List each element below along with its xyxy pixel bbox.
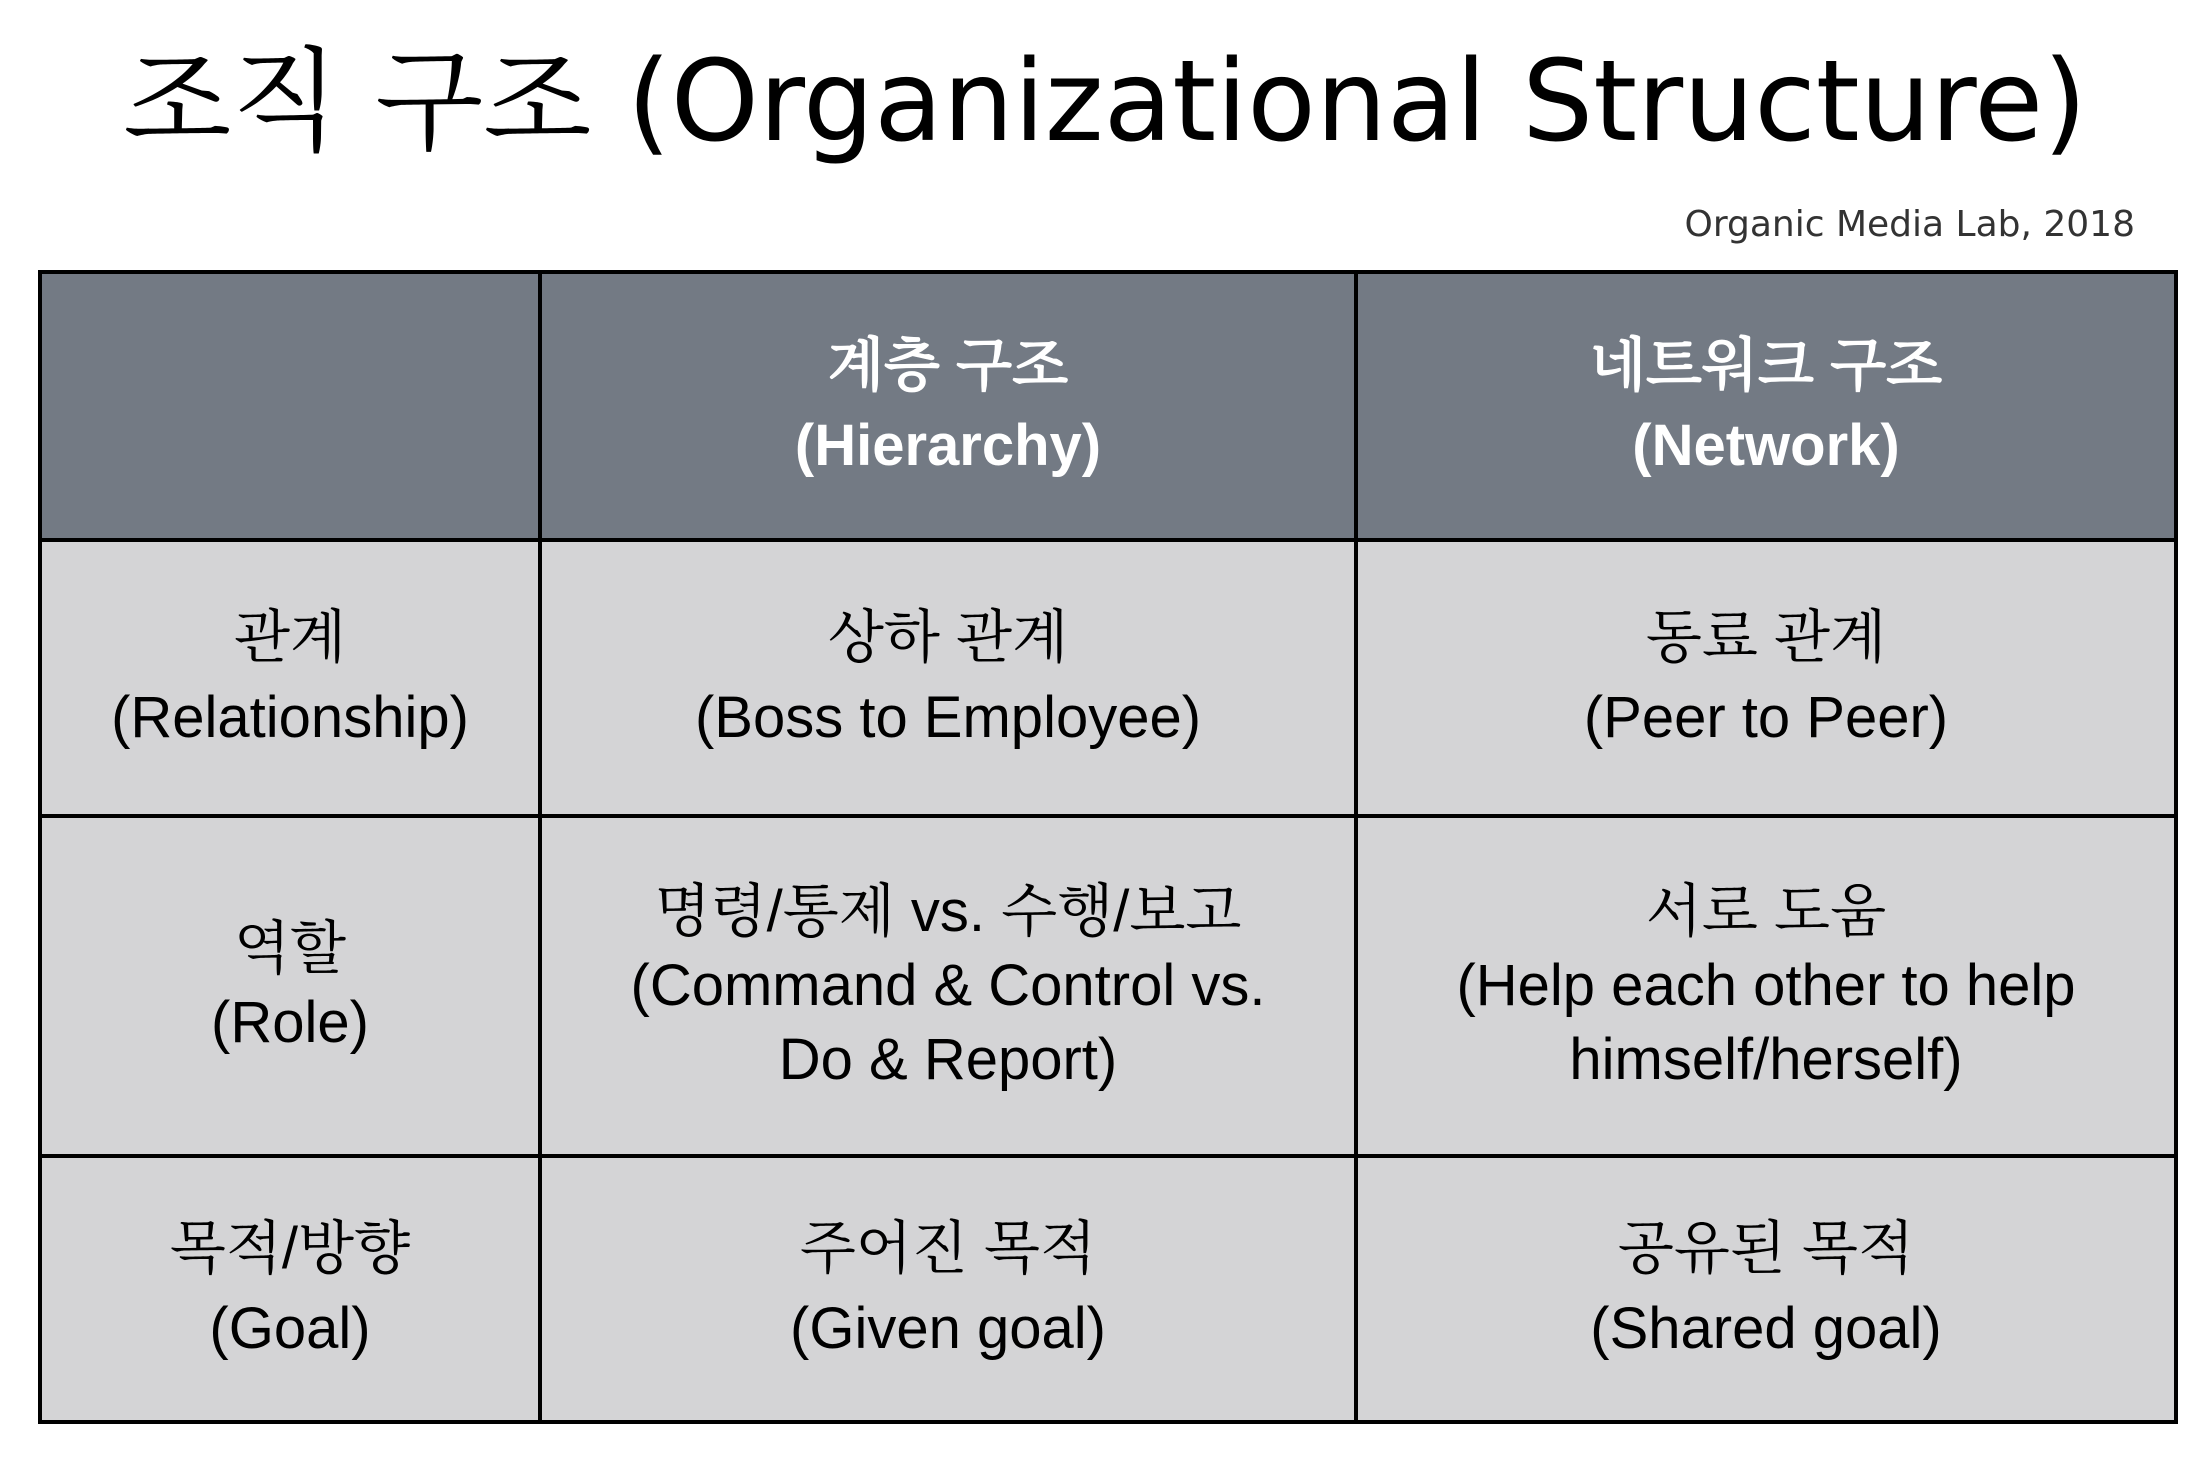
cell-hierarchy-role [540,816,1356,1156]
table-row-role [40,816,2176,1156]
cell-ko: 서로 도움 [1645,879,1887,944]
cell-hierarchy-relationship [540,540,1356,816]
row-label-role [40,816,540,1156]
row-label-goal [40,1156,540,1422]
row-label-en: (Relationship) [111,685,469,750]
header-corner-cell [40,272,540,540]
cell-hierarchy-goal [540,1156,1356,1422]
cell-network-role [1356,816,2176,1156]
cell-en-line-2: himself/herself) [1569,1027,1963,1092]
cell-network-relationship [1356,540,2176,816]
cell-en: (Shared goal) [1590,1296,1942,1361]
header-hierarchy [540,272,1356,540]
cell-ko: 명령/통제 vs. 수행/보고 [654,879,1242,944]
cell-en: (Given goal) [790,1296,1106,1361]
cell-ko: 공유된 목적 [1617,1216,1915,1281]
cell-ko: 동료 관계 [1645,605,1887,670]
cell-network-goal [1356,1156,2176,1422]
header-network-ko: 네트워크 구조 [1589,333,1943,398]
slide-title: 조직 구조 (Organizational Structure) [123,37,2087,167]
cell-en: (Boss to Employee) [694,685,1202,750]
cell-en-line-1: (Help each other to help [1456,953,2076,1018]
cell-en: (Peer to Peer) [1583,685,1949,750]
comparison-table [38,270,2178,1424]
cell-ko: 주어진 목적 [799,1216,1097,1281]
cell-ko: 상하 관계 [827,605,1069,670]
row-label-relationship [40,540,540,816]
table-row-goal [40,1156,2176,1422]
header-hierarchy-ko: 계층 구조 [827,333,1069,398]
header-network-en: (Network) [1632,413,1900,478]
header-network [1356,272,2176,540]
table-header-row [40,272,2176,540]
row-label-ko: 관계 [233,605,347,670]
row-label-en: (Goal) [209,1296,371,1361]
row-label-ko: 목적/방향 [169,1216,411,1281]
table-row-relationship [40,540,2176,816]
cell-en-line-1: (Command & Control vs. [630,953,1266,1018]
header-hierarchy-en: (Hierarchy) [794,413,1102,478]
row-label-en: (Role) [211,990,369,1055]
cell-en-line-2: Do & Report) [778,1027,1118,1092]
row-label-ko: 역할 [233,916,347,981]
slide-credit: Organic Media Lab, 2018 [1684,204,2135,245]
